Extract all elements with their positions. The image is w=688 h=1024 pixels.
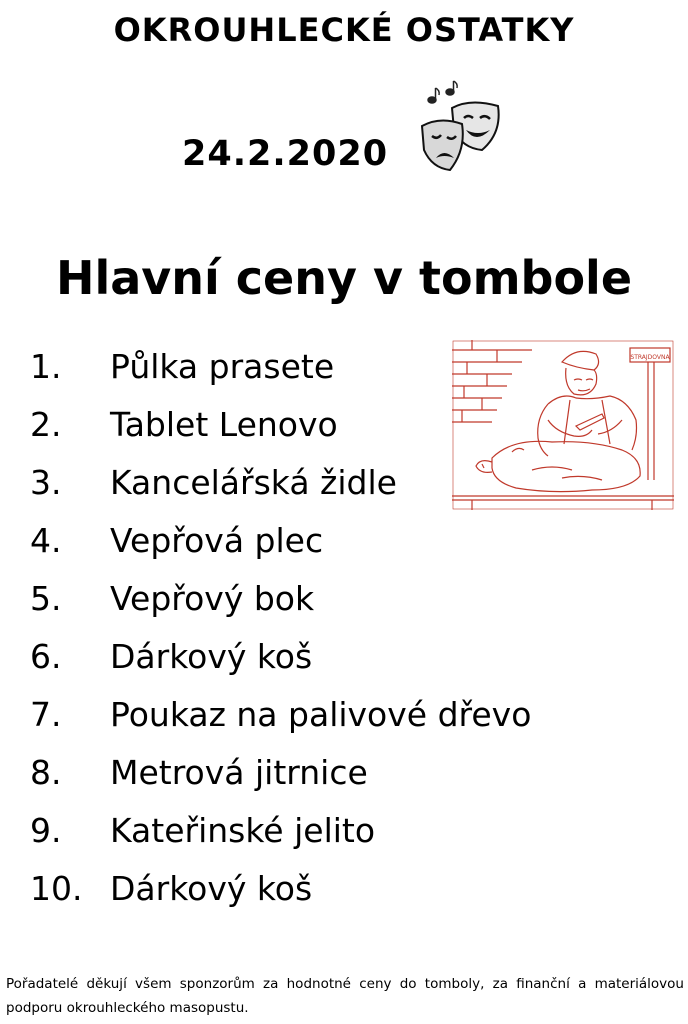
prize-number: 7.: [30, 695, 62, 734]
list-item: [30, 744, 550, 802]
footer-note: Pořadatelé děkují všem sponzorům za hodnotné ceny do tomboly, za finanční a materiálovou podporu okrouhleckého masopustu.: [6, 976, 684, 1016]
prize-number: 9.: [30, 811, 62, 850]
page-title: OKROUHLECKÉ OSTATKY: [113, 11, 575, 49]
prize-number: 2.: [30, 405, 62, 444]
prize-name: Poukaz na palivové dřevo: [110, 695, 532, 734]
prize-name: Půlka prasete: [110, 347, 335, 386]
prize-number: 1.: [30, 347, 62, 386]
prize-name: Dárkový koš: [110, 637, 313, 676]
sign-text: STRAJDOVNA: [630, 354, 670, 361]
prize-name: Kateřinské jelito: [110, 811, 376, 850]
prize-number: 6.: [30, 637, 62, 676]
event-date: 24.2.2020: [182, 134, 389, 174]
prize-number: 10.: [30, 869, 83, 908]
list-item: [30, 512, 550, 570]
theater-masks-icon: [410, 78, 510, 178]
list-item: [30, 860, 550, 918]
list-item: [30, 802, 550, 860]
butcher-illustration: [452, 340, 674, 510]
prize-number: 5.: [30, 579, 62, 618]
prize-name: Tablet Lenovo: [110, 405, 338, 444]
prize-name: Kancelářská židle: [110, 463, 397, 502]
prize-number: 4.: [30, 521, 62, 560]
prizes-heading: Hlavní ceny v tombole: [55, 251, 633, 305]
list-item: [30, 628, 550, 686]
prize-name: Dárkový koš: [110, 869, 313, 908]
prize-name: Metrová jitrnice: [110, 753, 368, 792]
prize-name: Vepřová plec: [110, 521, 324, 560]
prize-name: Vepřový bok: [110, 579, 315, 618]
prize-number: 3.: [30, 463, 62, 502]
prize-number: 8.: [30, 753, 62, 792]
list-item: [30, 686, 550, 744]
list-item: [30, 570, 550, 628]
